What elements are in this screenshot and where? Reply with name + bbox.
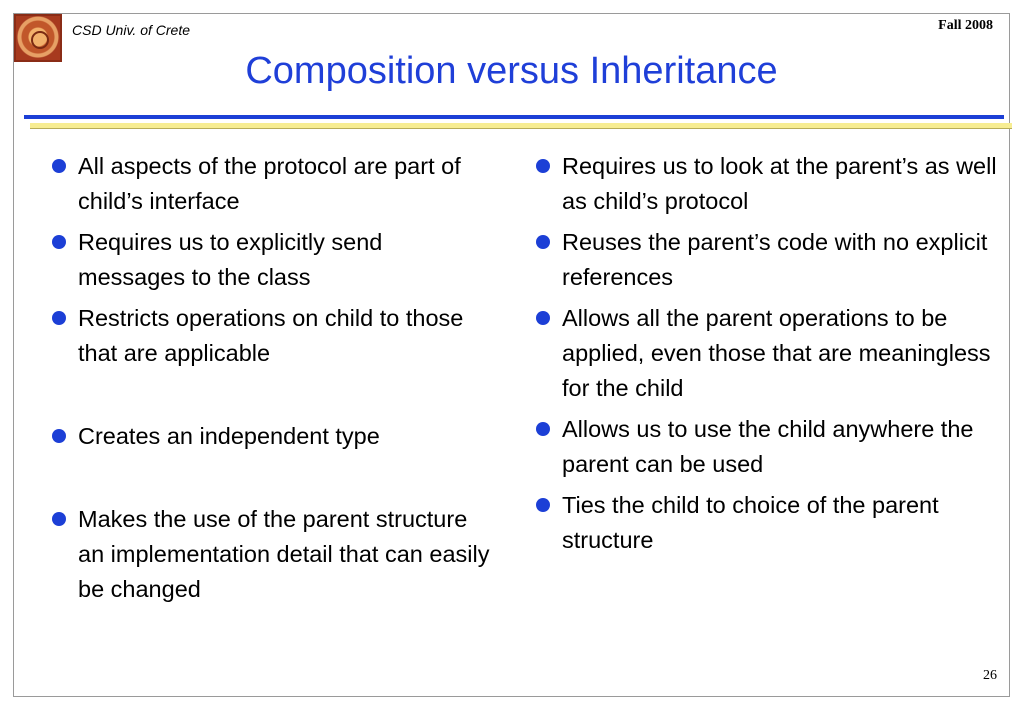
- bullet-text: Requires us to look at the parent’s as well as child’s protocol: [562, 153, 997, 214]
- slide-title: Composition versus Inheritance: [245, 50, 778, 92]
- bullet-text: All aspects of the protocol are part of child’s interface: [78, 153, 461, 214]
- bullet-icon: [52, 159, 66, 173]
- bullet-text: Makes the use of the parent structure an implementation detail that can easily be changed: [78, 506, 490, 602]
- bullet-icon: [536, 235, 550, 249]
- list-item: [50, 419, 490, 454]
- list-item: [50, 225, 490, 295]
- title-rule-blue: [24, 115, 1004, 119]
- bullet-text: Restricts operations on child to those that are applicable: [78, 305, 464, 366]
- bullet-text: Allows all the parent operations to be applied, even those that are meaningless for the child: [562, 305, 991, 401]
- list-item: [50, 149, 490, 219]
- bullet-text: Reuses the parent’s code with no explicit references: [562, 229, 988, 290]
- bullet-text: Allows us to use the child anywhere the parent can be used: [562, 416, 974, 477]
- list-item: [534, 301, 1009, 406]
- bullet-icon: [536, 311, 550, 325]
- list-item: [534, 149, 1009, 219]
- bullet-text: Ties the child to choice of the parent structure: [562, 492, 939, 553]
- bullet-icon: [52, 512, 66, 526]
- bullet-icon: [536, 498, 550, 512]
- inheritance-column: [534, 149, 1009, 558]
- list-item: [50, 502, 490, 607]
- bullet-text: Requires us to explicitly send messages to the class: [78, 229, 383, 290]
- term-label: Fall 2008: [938, 18, 993, 33]
- bullet-icon: [52, 311, 66, 325]
- page-number: 26: [983, 668, 997, 683]
- bullet-text: Creates an independent type: [78, 423, 380, 449]
- list-item: [534, 225, 1009, 295]
- bullet-icon: [536, 159, 550, 173]
- bullet-icon: [52, 235, 66, 249]
- bullet-icon: [536, 422, 550, 436]
- title-rule-yellow: [30, 123, 1012, 129]
- organization-label: CSD Univ. of Crete: [72, 22, 190, 38]
- list-item: [534, 412, 1009, 482]
- list-item: [534, 488, 1009, 558]
- composition-column: [50, 149, 490, 607]
- bullet-icon: [52, 429, 66, 443]
- list-item: [50, 301, 490, 371]
